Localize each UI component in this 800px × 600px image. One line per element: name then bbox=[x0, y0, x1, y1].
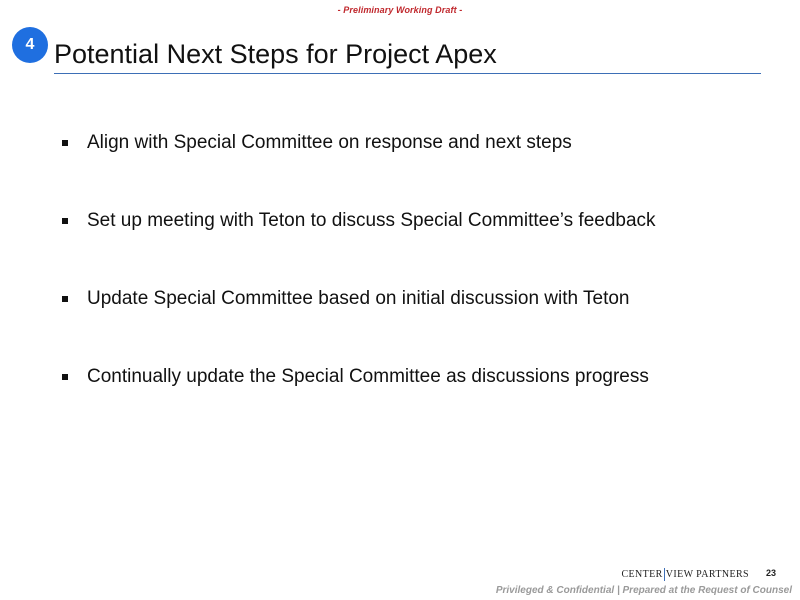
section-number-badge: 4 bbox=[12, 27, 48, 63]
logo-text-right: VIEW PARTNERS bbox=[665, 569, 749, 580]
bullet-list bbox=[62, 130, 656, 442]
square-bullet-icon bbox=[62, 218, 68, 224]
bullet-item bbox=[62, 208, 656, 233]
logo-divider bbox=[664, 568, 665, 581]
page-number: 23 bbox=[765, 568, 776, 578]
bullet-text: Continually update the Special Committee as discussions progress bbox=[87, 365, 649, 387]
company-logo bbox=[621, 568, 749, 581]
bullet-item bbox=[62, 130, 656, 155]
square-bullet-icon bbox=[62, 374, 68, 380]
confidentiality-notice: Privileged & Confidential | Prepared at the Request of Counsel bbox=[495, 585, 792, 596]
bullet-text: Align with Special Committee on response and next steps bbox=[87, 131, 572, 153]
square-bullet-icon bbox=[62, 140, 68, 146]
bullet-text: Set up meeting with Teton to discuss Special Committee’s feedback bbox=[87, 209, 656, 231]
square-bullet-icon bbox=[62, 296, 68, 302]
page-title: Potential Next Steps for Project Apex bbox=[54, 39, 497, 69]
bullet-text: Update Special Committee based on initial discussion with Teton bbox=[87, 287, 630, 309]
draft-label: - Preliminary Working Draft - bbox=[337, 5, 463, 15]
title-divider bbox=[54, 73, 761, 74]
bullet-item bbox=[62, 364, 656, 389]
bullet-item bbox=[62, 286, 656, 311]
logo-text-left: CENTER bbox=[621, 569, 663, 580]
